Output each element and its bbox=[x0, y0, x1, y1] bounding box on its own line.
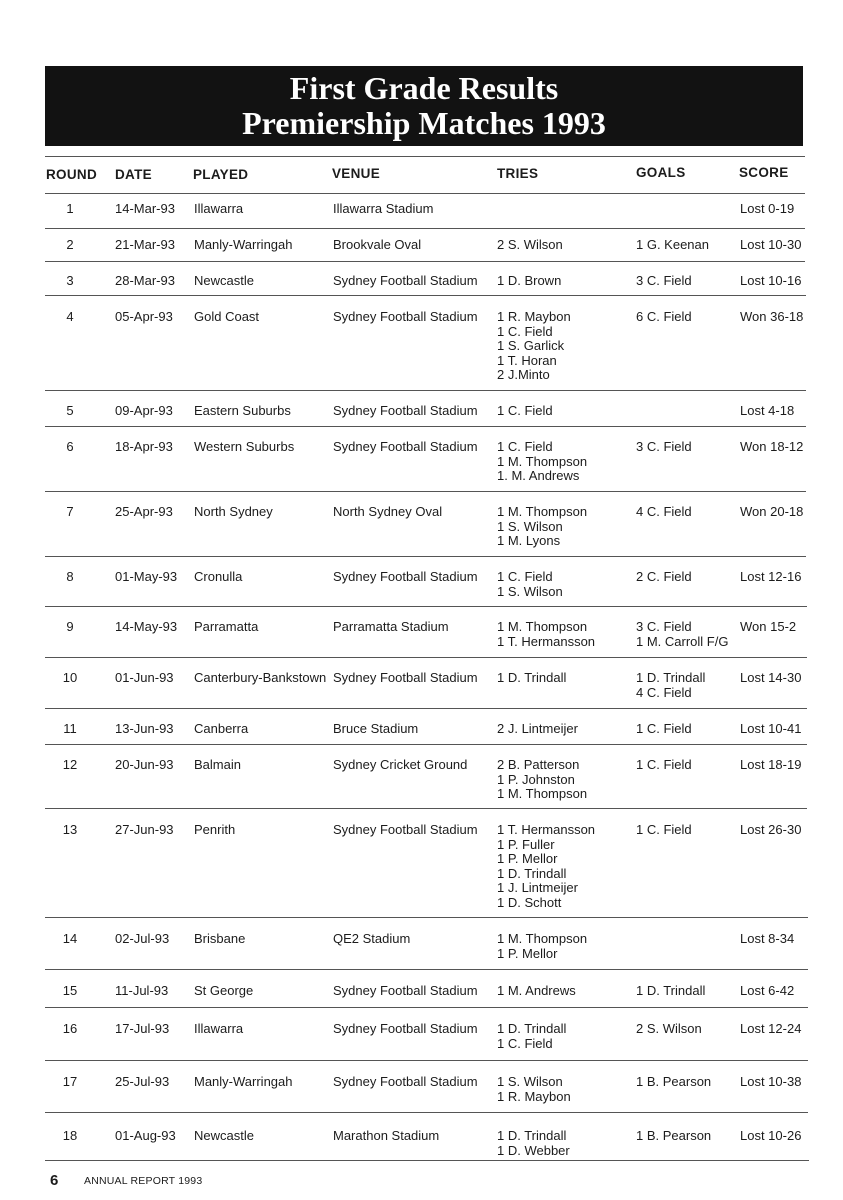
played-cell: Brisbane bbox=[194, 931, 246, 946]
header-tries: TRIES bbox=[497, 166, 539, 181]
date-cell: 14-May-93 bbox=[115, 619, 178, 634]
score-cell: Lost 26-30 bbox=[740, 822, 802, 837]
round-cell: 17 bbox=[62, 1074, 78, 1089]
try-scorer: 1 D. Schott bbox=[497, 894, 562, 910]
venue-cell: Sydney Football Stadium bbox=[333, 439, 478, 454]
played-cell: Penrith bbox=[194, 822, 236, 837]
played-cell: St George bbox=[194, 983, 254, 998]
venue-cell: Sydney Football Stadium bbox=[333, 403, 478, 418]
round-cell: 4 bbox=[66, 309, 74, 324]
goal-kicker: 1 D. Trindall bbox=[636, 670, 706, 685]
row-divider bbox=[45, 261, 805, 262]
round-cell: 10 bbox=[62, 670, 78, 685]
try-scorer: 1 R. Maybon bbox=[497, 1088, 571, 1104]
try-scorer: 1 D. Brown bbox=[497, 273, 562, 288]
round-cell: 11 bbox=[63, 721, 77, 736]
round-cell: 2 bbox=[66, 237, 74, 252]
round-cell: 14 bbox=[62, 931, 78, 946]
venue-cell: Sydney Cricket Ground bbox=[333, 757, 468, 772]
publication-name: ANNUAL REPORT 1993 bbox=[84, 1175, 203, 1187]
tries-cell bbox=[497, 310, 571, 383]
score-cell: Lost 8-34 bbox=[740, 931, 795, 946]
played-cell: Canterbury-Bankstown bbox=[194, 670, 327, 685]
played-cell: Illawarra bbox=[194, 201, 244, 216]
goals-cell bbox=[636, 984, 705, 999]
row-divider bbox=[45, 1060, 808, 1061]
tries-cell bbox=[497, 1075, 571, 1104]
tries-cell bbox=[497, 823, 595, 911]
try-scorer: 1 M. Thompson bbox=[497, 504, 588, 519]
goals-cell bbox=[636, 620, 728, 649]
venue-cell: Sydney Football Stadium bbox=[333, 309, 478, 324]
played-cell: Parramatta bbox=[194, 619, 259, 634]
score-cell: Lost 12-24 bbox=[740, 1021, 802, 1036]
header-goals: GOALS bbox=[636, 165, 686, 180]
score-cell: Lost 4-18 bbox=[740, 403, 795, 418]
date-cell: 09-Apr-93 bbox=[115, 403, 173, 418]
title-banner bbox=[45, 66, 803, 146]
date-cell: 21-Mar-93 bbox=[115, 237, 175, 252]
played-cell: Cronulla bbox=[194, 569, 243, 584]
date-cell: 05-Apr-93 bbox=[115, 309, 173, 324]
tries-cell bbox=[497, 671, 566, 686]
score-cell: Lost 18-19 bbox=[740, 757, 802, 772]
round-cell: 12 bbox=[62, 757, 78, 772]
row-divider bbox=[45, 606, 807, 607]
try-scorer: 1 C. Field bbox=[497, 323, 553, 339]
round-cell: 6 bbox=[66, 439, 74, 454]
date-cell: 13-Jun-93 bbox=[115, 721, 174, 736]
venue-cell: QE2 Stadium bbox=[333, 931, 411, 946]
try-scorer: 1 M. Andrews bbox=[497, 983, 576, 998]
goals-cell bbox=[636, 823, 692, 838]
date-cell: 25-Apr-93 bbox=[115, 504, 173, 519]
try-scorer: 2 S. Wilson bbox=[497, 237, 563, 252]
date-cell: 02-Jul-93 bbox=[115, 931, 170, 946]
row-divider bbox=[45, 969, 808, 970]
title-line-2: Premiership Matches 1993 bbox=[242, 105, 606, 141]
venue-cell: Illawarra Stadium bbox=[333, 201, 434, 216]
try-scorer: 1 P. Fuller bbox=[497, 836, 555, 852]
played-cell: North Sydney bbox=[194, 504, 273, 519]
score-cell: Won 18-12 bbox=[740, 439, 804, 454]
played-cell: Manly-Warringah bbox=[194, 1074, 293, 1089]
played-cell: Canberra bbox=[194, 721, 249, 736]
venue-cell: Brookvale Oval bbox=[333, 237, 422, 252]
score-cell: Won 15-2 bbox=[740, 619, 797, 634]
goals-cell bbox=[636, 440, 692, 455]
tries-cell bbox=[497, 404, 553, 419]
row-divider bbox=[45, 1160, 809, 1161]
date-cell: 18-Apr-93 bbox=[115, 439, 173, 454]
date-cell: 17-Jul-93 bbox=[115, 1021, 170, 1036]
score-cell: Lost 14-30 bbox=[740, 670, 802, 685]
score-cell: Lost 10-41 bbox=[740, 721, 802, 736]
goals-cell bbox=[636, 1075, 711, 1090]
played-cell: Newcastle bbox=[194, 273, 254, 288]
row-divider bbox=[45, 1007, 808, 1008]
try-scorer: 1 D. Trindall bbox=[497, 1021, 567, 1036]
goal-kicker: 2 S. Wilson bbox=[636, 1021, 702, 1036]
venue-cell: Sydney Football Stadium bbox=[333, 670, 478, 685]
try-scorer: 2 B. Patterson bbox=[497, 757, 580, 772]
row-divider bbox=[45, 491, 806, 492]
row-divider bbox=[45, 657, 807, 658]
date-cell: 20-Jun-93 bbox=[115, 757, 174, 772]
played-cell: Illawarra bbox=[194, 1021, 244, 1036]
try-scorer: 1 M. Thompson bbox=[497, 619, 588, 634]
date-cell: 01-Aug-93 bbox=[115, 1128, 176, 1143]
try-scorer: 1 C. Field bbox=[497, 439, 553, 454]
try-scorer: 1 P. Mellor bbox=[497, 945, 558, 961]
goals-cell bbox=[636, 274, 692, 289]
try-scorer: 1 C. Field bbox=[497, 569, 553, 584]
played-cell: Manly-Warringah bbox=[194, 237, 293, 252]
try-scorer: 1 M. Thompson bbox=[497, 786, 588, 802]
round-cell: 9 bbox=[66, 619, 74, 634]
venue-cell: Parramatta Stadium bbox=[333, 619, 449, 634]
try-scorer: 2 J. Lintmeijer bbox=[497, 721, 578, 736]
played-cell: Gold Coast bbox=[194, 309, 260, 324]
try-scorer: 1 P. Johnston bbox=[497, 771, 575, 787]
goals-cell bbox=[636, 310, 692, 325]
venue-cell: Marathon Stadium bbox=[333, 1128, 440, 1143]
page-number: 6 bbox=[50, 1172, 59, 1189]
date-cell: 14-Mar-93 bbox=[115, 201, 175, 216]
tries-cell bbox=[497, 620, 595, 649]
date-cell: 01-Jun-93 bbox=[115, 670, 174, 685]
round-cell: 3 bbox=[66, 273, 74, 288]
tries-cell bbox=[497, 932, 587, 961]
try-scorer: 1 M. Lyons bbox=[497, 533, 561, 549]
date-cell: 01-May-93 bbox=[115, 569, 178, 584]
score-cell: Lost 0-19 bbox=[740, 201, 795, 216]
round-cell: 13 bbox=[62, 822, 78, 837]
title-line-1: First Grade Results bbox=[289, 70, 559, 106]
try-scorer: 1 T. Hermansson bbox=[497, 633, 596, 649]
tries-cell bbox=[497, 758, 587, 802]
tries-cell bbox=[497, 1022, 566, 1051]
tries-cell bbox=[497, 1129, 570, 1158]
goals-cell bbox=[636, 1022, 702, 1037]
goal-kicker: 3 C. Field bbox=[636, 273, 692, 288]
score-cell: Won 20-18 bbox=[740, 504, 804, 519]
goals-cell bbox=[636, 671, 705, 700]
venue-cell: Sydney Football Stadium bbox=[333, 983, 478, 998]
goal-kicker: 3 C. Field bbox=[636, 619, 692, 634]
goals-cell bbox=[636, 238, 709, 253]
goal-kicker: 1 C. Field bbox=[636, 822, 692, 837]
round-cell: 7 bbox=[66, 504, 74, 519]
row-divider bbox=[45, 744, 807, 745]
header-top-rule bbox=[45, 156, 805, 157]
score-cell: Won 36-18 bbox=[740, 309, 804, 324]
tries-cell bbox=[497, 722, 578, 737]
tries-cell bbox=[497, 505, 587, 549]
try-scorer: 1 M. Thompson bbox=[497, 931, 588, 946]
try-scorer: 1 S. Wilson bbox=[497, 583, 563, 599]
round-cell: 5 bbox=[66, 403, 74, 418]
goal-kicker: 1 D. Trindall bbox=[636, 983, 706, 998]
played-cell: Eastern Suburbs bbox=[194, 403, 291, 418]
try-scorer: 1 S. Wilson bbox=[497, 518, 563, 534]
tries-cell bbox=[497, 984, 576, 999]
score-cell: Lost 6-42 bbox=[740, 983, 795, 998]
header-score: SCORE bbox=[739, 165, 789, 180]
try-scorer: 1 R. Maybon bbox=[497, 309, 571, 324]
row-divider bbox=[45, 1112, 808, 1113]
row-divider bbox=[45, 808, 807, 809]
score-cell: Lost 10-16 bbox=[740, 273, 802, 288]
played-cell: Western Suburbs bbox=[194, 439, 295, 454]
row-divider bbox=[45, 708, 807, 709]
try-scorer: 1 J. Lintmeijer bbox=[497, 880, 578, 896]
tries-cell bbox=[497, 440, 587, 484]
goal-kicker: 1 C. Field bbox=[636, 757, 692, 772]
goals-cell bbox=[636, 758, 692, 773]
try-scorer: 1. M. Andrews bbox=[497, 468, 580, 484]
try-scorer: 1 M. Thompson bbox=[497, 453, 588, 469]
goal-kicker: 4 C. Field bbox=[636, 684, 692, 700]
try-scorer: 1 D. Trindall bbox=[497, 1128, 567, 1143]
venue-cell: Bruce Stadium bbox=[333, 721, 419, 736]
tries-cell bbox=[497, 238, 563, 253]
try-scorer: 1 S. Garlick bbox=[497, 338, 565, 354]
goal-kicker: 1 G. Keenan bbox=[636, 237, 709, 252]
row-divider bbox=[45, 917, 808, 918]
score-cell: Lost 10-26 bbox=[740, 1128, 802, 1143]
score-cell: Lost 10-38 bbox=[740, 1074, 802, 1089]
venue-cell: Sydney Football Stadium bbox=[333, 822, 478, 837]
round-cell: 1 bbox=[66, 201, 74, 216]
round-cell: 15 bbox=[62, 983, 78, 998]
try-scorer: 1 D. Trindall bbox=[497, 865, 567, 881]
row-divider bbox=[45, 295, 806, 296]
try-scorer: 1 T. Hermansson bbox=[497, 822, 596, 837]
round-cell: 16 bbox=[62, 1021, 78, 1036]
goals-cell bbox=[636, 505, 692, 520]
row-divider bbox=[45, 193, 805, 194]
venue-cell: Sydney Football Stadium bbox=[333, 569, 478, 584]
played-cell: Newcastle bbox=[194, 1128, 254, 1143]
goal-kicker: 1 B. Pearson bbox=[636, 1074, 712, 1089]
score-cell: Lost 12-16 bbox=[740, 569, 802, 584]
try-scorer: 1 C. Field bbox=[497, 1035, 553, 1051]
goals-cell bbox=[636, 570, 692, 585]
round-cell: 18 bbox=[62, 1128, 78, 1143]
header-venue: VENUE bbox=[332, 166, 381, 181]
row-divider bbox=[45, 426, 806, 427]
goal-kicker: 1 C. Field bbox=[636, 721, 692, 736]
played-cell: Balmain bbox=[194, 757, 241, 772]
try-scorer: 2 J.Minto bbox=[497, 367, 550, 383]
goal-kicker: 3 C. Field bbox=[636, 439, 692, 454]
try-scorer: 1 C. Field bbox=[497, 403, 553, 418]
goals-cell bbox=[636, 722, 692, 737]
goal-kicker: 2 C. Field bbox=[636, 569, 692, 584]
goal-kicker: 1 B. Pearson bbox=[636, 1128, 712, 1143]
goal-kicker: 1 M. Carroll F/G bbox=[636, 633, 729, 649]
goals-cell bbox=[636, 1129, 711, 1144]
venue-cell: Sydney Football Stadium bbox=[333, 1074, 478, 1089]
try-scorer: 1 P. Mellor bbox=[497, 851, 558, 867]
try-scorer: 1 S. Wilson bbox=[497, 1074, 563, 1089]
date-cell: 28-Mar-93 bbox=[115, 273, 175, 288]
round-cell: 8 bbox=[66, 569, 74, 584]
venue-cell: North Sydney Oval bbox=[333, 504, 443, 519]
header-date: DATE bbox=[115, 167, 152, 182]
tries-cell bbox=[497, 570, 563, 599]
try-scorer: 1 D. Trindall bbox=[497, 670, 567, 685]
header-round: ROUND bbox=[46, 167, 97, 182]
venue-cell: Sydney Football Stadium bbox=[333, 1021, 478, 1036]
venue-cell: Sydney Football Stadium bbox=[333, 273, 478, 288]
goal-kicker: 6 C. Field bbox=[636, 309, 692, 324]
date-cell: 27-Jun-93 bbox=[115, 822, 174, 837]
row-divider bbox=[45, 228, 805, 229]
date-cell: 25-Jul-93 bbox=[115, 1074, 170, 1089]
tries-cell bbox=[497, 274, 561, 289]
try-scorer: 1 D. Webber bbox=[497, 1142, 570, 1158]
score-cell: Lost 10-30 bbox=[740, 237, 802, 252]
goal-kicker: 4 C. Field bbox=[636, 504, 692, 519]
date-cell: 11-Jul-93 bbox=[115, 983, 169, 998]
row-divider bbox=[45, 556, 806, 557]
header-played: PLAYED bbox=[193, 167, 249, 182]
try-scorer: 1 T. Horan bbox=[497, 352, 557, 368]
row-divider bbox=[45, 390, 806, 391]
